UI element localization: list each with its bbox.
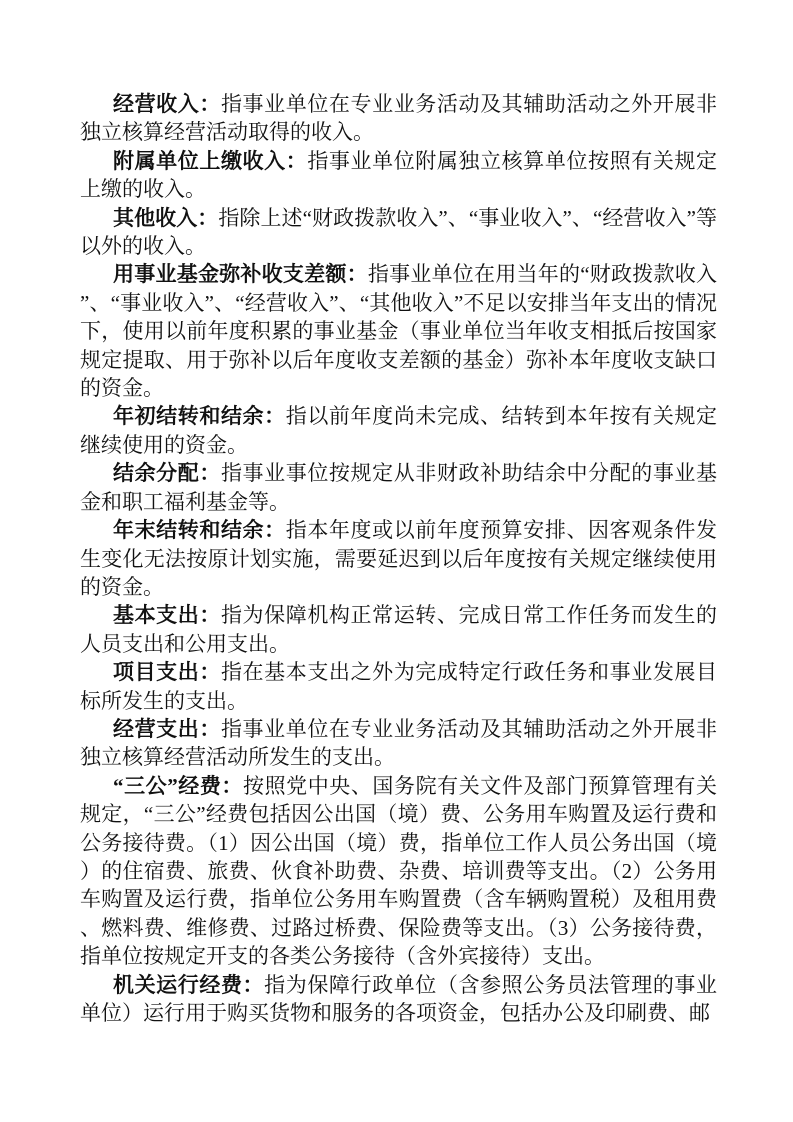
- term-definition: 指为保障机构正常运转、完成日常工作任务而发生的人员支出和公用支出。: [80, 603, 718, 656]
- term-definition: 指事业单位在专业业务活动及其辅助活动之外开展非独立核算经营活动取得的收入。: [80, 92, 718, 145]
- term-label: 经营收入：: [113, 92, 221, 116]
- term-definition: 指事业单位在用当年的“财政拨款收入”、“事业收入”、“经营收入”、“其他收入”不足以安排当年支出的情况下，使用以前年度积累的事业基金（事业单位当年收支相抵后按国家规定提取、用于弥补以后年度收支差额的基金）弥补本年度收支缺口的资金。: [80, 262, 717, 401]
- term-definition: 指除上述“财政拨款收入”、“事业收入”、“经营收入”等以外的收入。: [80, 205, 717, 259]
- term-definition: 指事业单位在专业业务活动及其辅助活动之外开展非独立核算经营活动所发生的支出。: [80, 716, 718, 770]
- term-label: 经营支出：: [113, 716, 221, 741]
- term-label: 年末结转和结余：: [113, 518, 286, 543]
- definition-paragraph: [80, 516, 717, 601]
- term-definition: 指事业事位按规定从非财政补助结余中分配的事业基金和职工福利基金等。: [80, 461, 718, 514]
- term-label: “三公”经费：: [113, 773, 243, 798]
- term-definition: 指本年度或以前年度预算安排、因客观条件发生变化无法按原计划实施，需要延迟到以后年度按有关规定继续使用的资金。: [80, 518, 718, 599]
- definition-paragraph: [80, 147, 717, 204]
- term-label: 其他收入：: [113, 205, 219, 230]
- term-definition: 指以前年度尚未完成、结转到本年按有关规定继续使用的资金。: [80, 404, 718, 457]
- term-label: 结余分配：: [113, 461, 221, 486]
- definition-paragraph: [80, 601, 717, 658]
- term-label: 基本支出：: [113, 603, 221, 628]
- term-definition: 指事业单位附属独立核算单位按照有关规定上缴的收入。: [80, 148, 718, 202]
- term-label: 机关运行经费：: [113, 972, 265, 997]
- definition-paragraph: [80, 204, 717, 261]
- definition-paragraph: [80, 971, 717, 1028]
- definition-paragraph: [80, 658, 717, 715]
- term-label: 附属单位上缴收入：: [113, 148, 308, 173]
- term-label: 年初结转和结余：: [113, 404, 286, 429]
- term-label: 用事业基金弥补收支差额：: [113, 262, 368, 287]
- term-definition: 指在基本支出之外为完成特定行政任务和事业发展目标所发生的支出。: [80, 660, 718, 713]
- definition-paragraph: [80, 459, 717, 516]
- definition-paragraph: [80, 772, 717, 971]
- definition-paragraph: [80, 402, 717, 459]
- term-definition: 指为保障行政单位（含参照公务员法管理的事业单位）运行用于购买货物和服务的各项资金，包括办公及印刷费、邮: [80, 972, 718, 1025]
- term-definition: 按照党中央、国务院有关文件及部门预算管理有关规定，“三公”经费包括因公出国（境）费、公务用车购置及运行费和公务接待费。（1）因公出国（境）费，指单位工作人员公务出国（境）的住宿费、旅费、伙食补助费、杂费、培训费等支出。（2）公务用车购置及运行费，指单位公务用车购置费（含车辆购置税）及租用费、燃料费、维修费、过路过桥费、保险费等支出。（3）公务接待费，指单位按规定开支的各类公务接待（含外宾接待）支出。: [80, 773, 717, 969]
- definition-paragraph: [80, 90, 717, 147]
- definition-paragraph: [80, 260, 717, 402]
- definition-paragraph: [80, 715, 717, 772]
- definitions-text-block: [80, 90, 717, 1027]
- term-label: 项目支出：: [113, 660, 221, 685]
